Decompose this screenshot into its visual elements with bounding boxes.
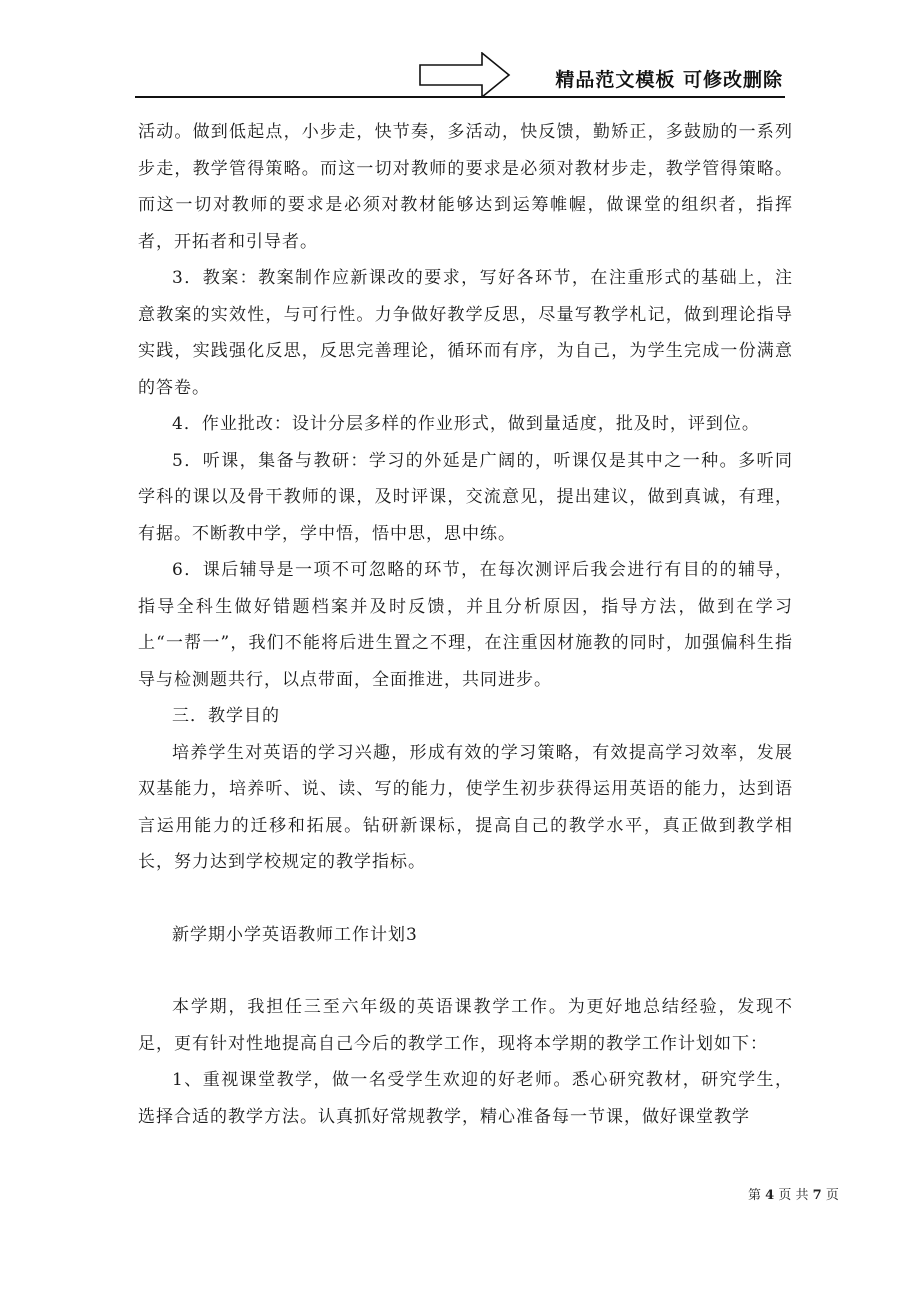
document-subtitle: 新学期小学英语教师工作计划3 [172,924,418,945]
document-body [138,114,793,1135]
page-prefix: 第 [748,1188,762,1203]
body-paragraph: 活动。做到低起点，小步走，快节奏，多活动，快反馈，勤矫正，多鼓励的一系列步走，教学管得策略。而这一切对教师的要求是必须对教材步走，教学管得策略。而这一切对教师的要求是必须对教材能够达到运筹帷幄，做课堂的组织者，指挥者，开拓者和引导者。 [138,122,793,252]
current-page: 4 [765,1188,775,1203]
total-pages: 7 [812,1188,822,1203]
page-number [748,1184,839,1203]
page-header [135,50,785,98]
page-suffix: 页 [825,1188,839,1203]
body-paragraph: 3．教案：教案制作应新课改的要求，写好各环节，在注重形式的基础上，注意教案的实效性，与可行性。力争做好教学反思，尽量写教学札记，做到理论指导实践，实践强化反思，反思完善理论，循环而有序，为自己，为学生完成一份满意的答卷。 [138,268,793,398]
body-paragraph: 6．课后辅导是一项不可忽略的环节，在每次测评后我会进行有目的的辅导，指导全科生做好错题档案并及时反馈，并且分析原因，指导方法，做到在学习上“一帮一”，我们不能将后进生置之不理，在注重因材施教的同时，加强偏科生指导与检测题共行，以点带面，全面推进，共同进步。 [138,560,793,690]
body-paragraph: 培养学生对英语的学习兴趣，形成有效的学习策略，有效提高学习效率，发展双基能力，培养听、说、读、写的能力，使学生初步获得运用英语的能力，达到语言运用能力的迁移和拓展。钻研新课标，提高自己的教学水平，真正做到教学相长，努力达到学校规定的教学指标。 [138,742,793,872]
page-mid: 页 共 [778,1188,809,1203]
section-heading: 三．教学目的 [172,706,280,726]
header-divider [135,96,785,98]
right-arrow-outline-icon [419,52,511,98]
body-paragraph: 本学期，我担任三至六年级的英语课教学工作。为更好地总结经验，发现不足，更有针对性地提高自己今后的教学工作，现将本学期的教学工作计划如下： [138,997,793,1054]
header-title: 精品范文模板 可修改删除 [555,69,783,91]
body-paragraph: 1、重视课堂教学，做一名受学生欢迎的好老师。悉心研究教材，研究学生，选择合适的教学方法。认真抓好常规教学，精心准备每一节课，做好课堂教学 [138,1070,793,1127]
body-paragraph: 5．听课，集备与教研：学习的外延是广阔的，听课仅是其中之一种。多听同学科的课以及骨干教师的课，及时评课，交流意见，提出建议，做到真诚，有理，有据。不断教中学，学中悟，悟中思，思中练。 [138,450,793,544]
body-paragraph: 4．作业批改：设计分层多样的作业形式，做到量适度，批及时，评到位。 [172,414,760,434]
